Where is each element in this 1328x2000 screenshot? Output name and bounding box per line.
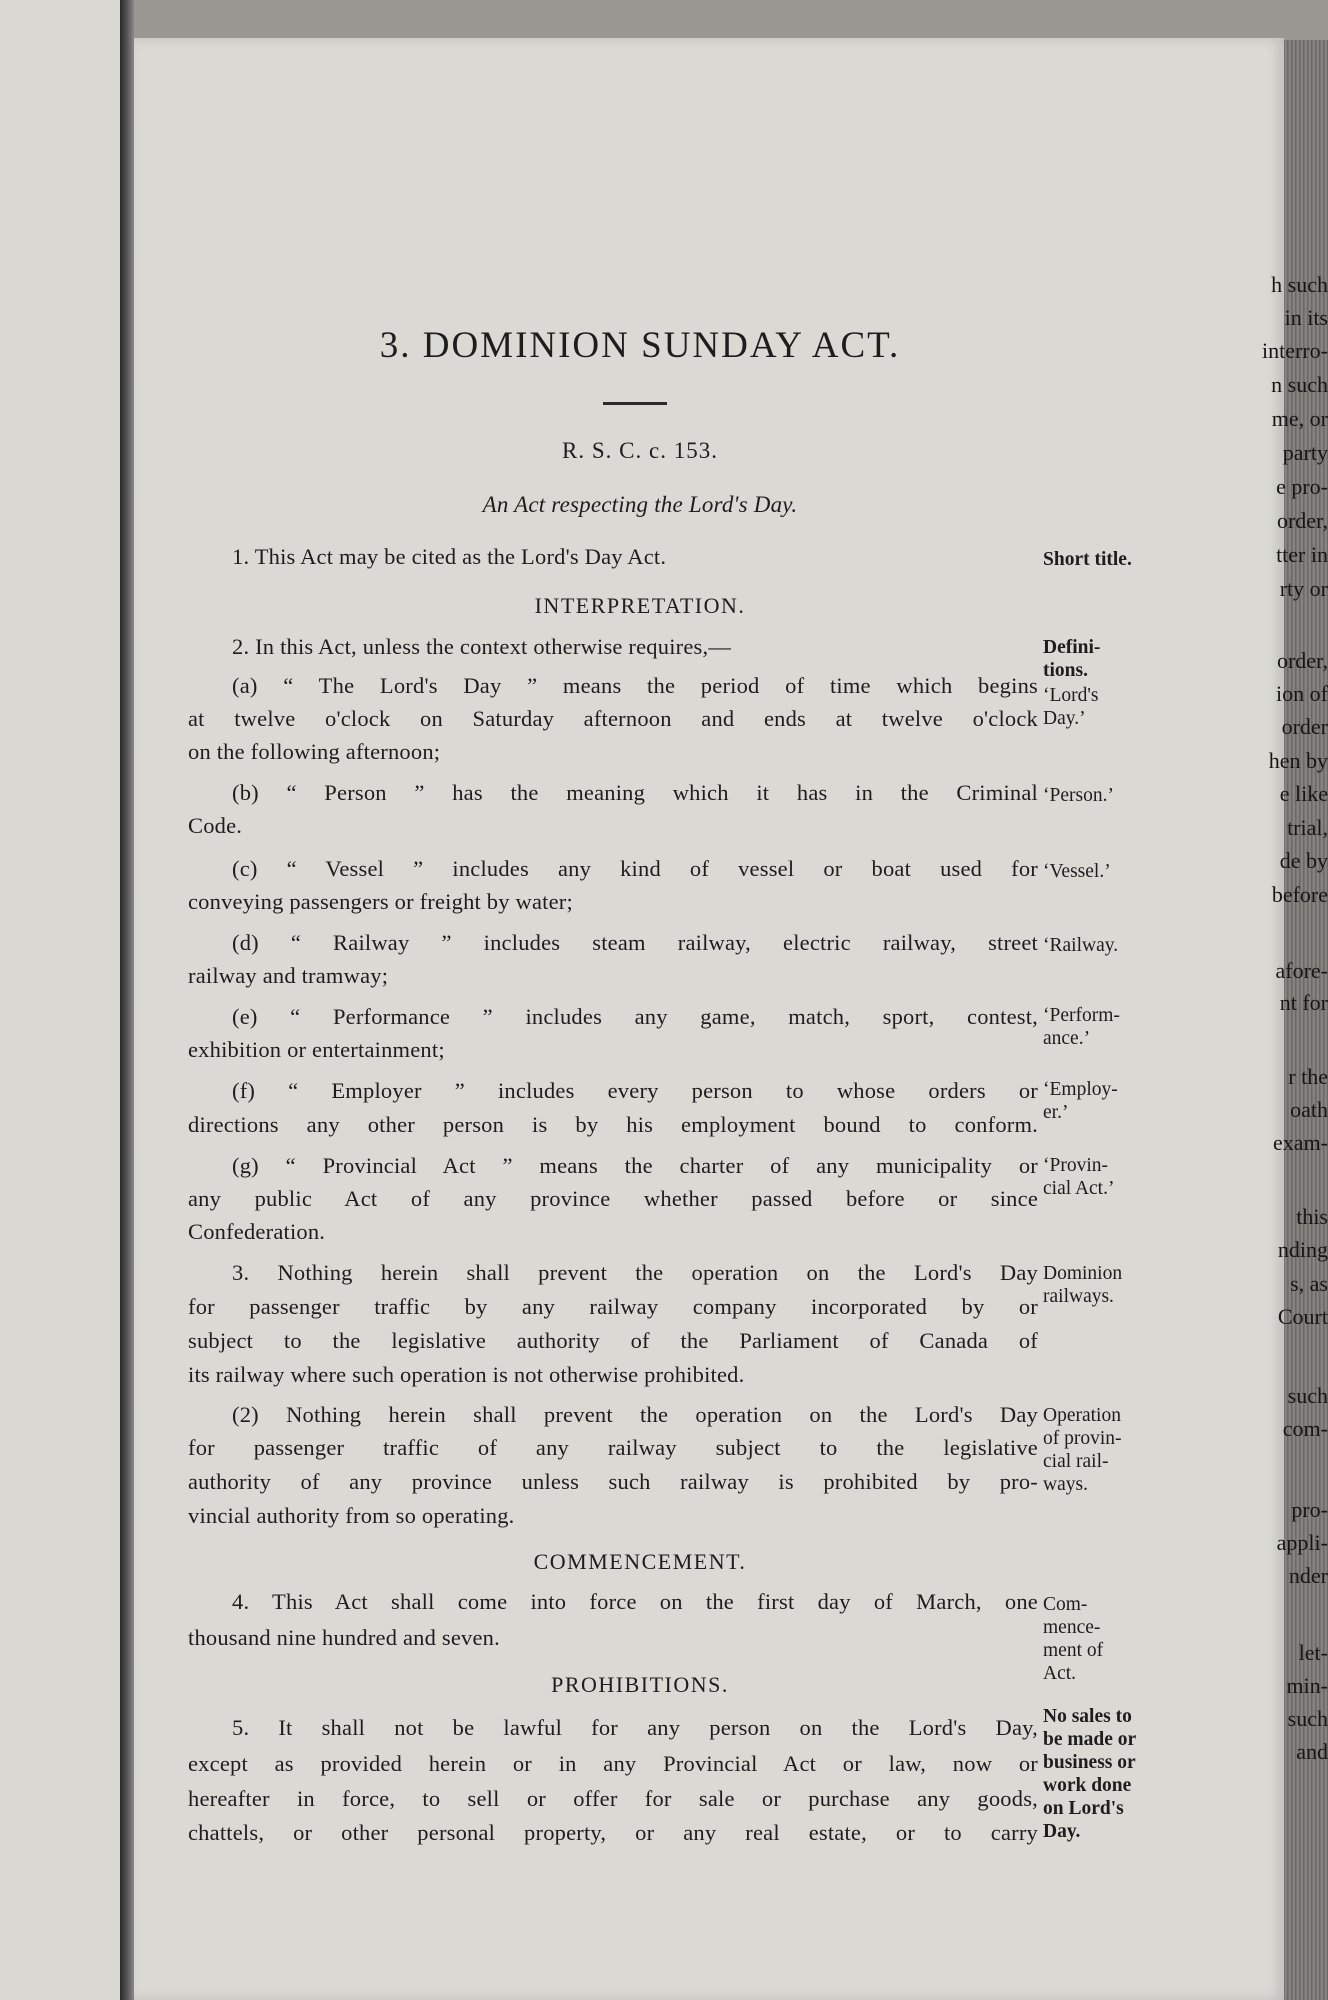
margin-note-no-sales: No sales to be made or business or work done on Lord's Day. xyxy=(1043,1706,1137,1842)
prev-line: e like xyxy=(1279,781,1328,806)
section-3-2-line: vincial authority from so operating. xyxy=(188,1503,515,1528)
section-3-2-line: (2) Nothing herein shall prevent the operation on the Lord's Day xyxy=(232,1402,1038,1427)
section-4-line: 4. This Act shall come into force on the first day of March, one xyxy=(232,1589,1038,1614)
prev-line: e pro- xyxy=(1276,474,1328,499)
section-3-line: its railway where such operation is not otherwise prohibited. xyxy=(188,1362,745,1387)
def-g-line: Confederation. xyxy=(188,1219,326,1244)
prev-line: order, xyxy=(1276,508,1328,533)
margin-note-commencement: Com- mence- ment of Act. xyxy=(1043,1594,1104,1684)
margin-note-vessel: ‘Vessel.’ xyxy=(1043,861,1111,882)
margin-note-provincial-act: ‘Provin- cial Act.’ xyxy=(1043,1155,1115,1199)
def-a-line: (a) “ The Lord's Day ” means the period of time which begins xyxy=(232,673,1038,698)
def-f-line: (f) “ Employer ” includes every person to whose orders or xyxy=(232,1078,1038,1103)
section-3-2-line: for passenger traffic of any railway subject to the legislative xyxy=(188,1435,1038,1460)
prev-line: order, xyxy=(1276,648,1328,673)
prev-line: hen by xyxy=(1268,748,1328,773)
prev-line: exam- xyxy=(1273,1130,1328,1155)
def-a-line: at twelve o'clock on Saturday afternoon and ends at twelve o'clock xyxy=(188,706,1038,731)
prev-line: appli- xyxy=(1276,1530,1328,1555)
prev-line: oath xyxy=(1290,1097,1328,1122)
def-c-line: (c) “ Vessel ” includes any kind of vessel or boat used for xyxy=(232,856,1038,881)
def-b-line: Code. xyxy=(188,813,243,838)
margin-note-dominion-railways: Dominion railways. xyxy=(1043,1263,1123,1307)
prev-line: r the xyxy=(1288,1064,1328,1089)
prev-line: order xyxy=(1281,714,1328,739)
def-d-line: (d) “ Railway ” includes steam railway, electric railway, street xyxy=(232,930,1038,955)
prev-line: nder xyxy=(1288,1563,1328,1588)
margin-note-lords-day: ‘Lord's Day.’ xyxy=(1043,685,1099,729)
section-5-line: 5. It shall not be lawful for any person on the Lord's Day, xyxy=(232,1715,1038,1740)
section-5-line: hereafter in force, to sell or offer for sale or purchase any goods, xyxy=(188,1786,1038,1811)
def-e-line: exhibition or entertainment; xyxy=(188,1037,445,1062)
def-g-line: any public Act of any province whether passed before or since xyxy=(188,1186,1038,1211)
def-a-line: on the following afternoon; xyxy=(188,739,441,764)
prev-line: s, as xyxy=(1290,1271,1328,1296)
prev-line: nt for xyxy=(1279,990,1328,1015)
section-2: 2. In this Act, unless the context otherwise requires,— xyxy=(232,634,732,659)
def-b-line: (b) “ Person ” has the meaning which it has in the Criminal xyxy=(232,780,1038,805)
section-1: 1. This Act may be cited as the Lord's Day Act. xyxy=(232,544,667,569)
prev-line: party xyxy=(1282,440,1328,465)
section-3-line: 3. Nothing herein shall prevent the operation on the Lord's Day xyxy=(232,1260,1038,1285)
heading-interpretation: INTERPRETATION. xyxy=(534,593,746,618)
citation: R. S. C. c. 153. xyxy=(562,438,718,463)
prev-line: trial, xyxy=(1287,815,1328,840)
prev-line: interro- xyxy=(1262,338,1328,363)
heading-commencement: COMMENCEMENT. xyxy=(533,1549,747,1574)
margin-note-railway: ‘Railway. xyxy=(1043,935,1119,956)
margin-note-definitions: Defini- tions. xyxy=(1043,637,1101,681)
page-title: 3. DOMINION SUNDAY ACT. xyxy=(379,325,901,366)
prev-line: com- xyxy=(1282,1416,1328,1441)
section-3-line: subject to the legislative authority of the Parliament of Canada of xyxy=(188,1328,1038,1353)
def-d-line: railway and tramway; xyxy=(188,963,389,988)
prev-line: and xyxy=(1296,1739,1328,1764)
prev-line: Court xyxy=(1277,1304,1328,1329)
section-3-2-line: authority of any province unless such railway is prohibited by pro- xyxy=(188,1469,1038,1494)
def-e-line: (e) “ Performance ” includes any game, match, sport, contest, xyxy=(232,1004,1038,1029)
prev-line: ion of xyxy=(1276,681,1328,706)
margin-note-person: ‘Person.’ xyxy=(1043,785,1114,806)
section-3-line: for passenger traffic by any railway company incorporated by or xyxy=(188,1294,1038,1319)
prev-line: n such xyxy=(1271,372,1328,397)
prev-line: afore- xyxy=(1275,958,1328,983)
prev-line: before xyxy=(1271,882,1328,907)
margin-note-performance: ‘Perform- ance.’ xyxy=(1043,1005,1120,1049)
previous-page-fragment xyxy=(0,0,120,2000)
act-subtitle: An Act respecting the Lord's Day. xyxy=(482,492,798,517)
prev-line: let- xyxy=(1298,1640,1328,1665)
prev-line: such xyxy=(1287,1383,1328,1408)
def-c-line: conveying passengers or freight by water; xyxy=(188,889,573,914)
prev-line: min- xyxy=(1286,1673,1328,1698)
section-5-line: chattels, or other personal property, or any real estate, or to carry xyxy=(188,1820,1038,1845)
def-f-line: directions any other person is by his employment bound to conform. xyxy=(188,1112,1038,1137)
def-g-line: (g) “ Provincial Act ” means the charter of any municipality or xyxy=(232,1153,1038,1178)
title-rule xyxy=(603,402,667,405)
prev-line: pro- xyxy=(1291,1497,1328,1522)
prev-line: nding xyxy=(1277,1237,1328,1262)
section-5-line: except as provided herein or in any Provincial Act or law, now or xyxy=(188,1751,1038,1776)
prev-line: h such xyxy=(1271,272,1328,297)
heading-prohibitions: PROHIBITIONS. xyxy=(551,1672,729,1697)
prev-line: such xyxy=(1287,1706,1328,1731)
prev-line: in its xyxy=(1284,305,1328,330)
prev-line: tter in xyxy=(1276,542,1328,567)
margin-note-employer: ‘Employ- er.’ xyxy=(1043,1079,1118,1123)
prev-line: rty or xyxy=(1279,576,1328,601)
section-4-line: thousand nine hundred and seven. xyxy=(188,1625,500,1650)
margin-note-provincial-railways: Operation of provin- cial rail- ways. xyxy=(1043,1405,1122,1495)
margin-note-short-title: Short title. xyxy=(1043,549,1132,570)
book-gutter xyxy=(120,0,134,2000)
prev-line: this xyxy=(1296,1204,1328,1229)
prev-line: de by xyxy=(1279,848,1328,873)
prev-line: me, or xyxy=(1271,406,1328,431)
